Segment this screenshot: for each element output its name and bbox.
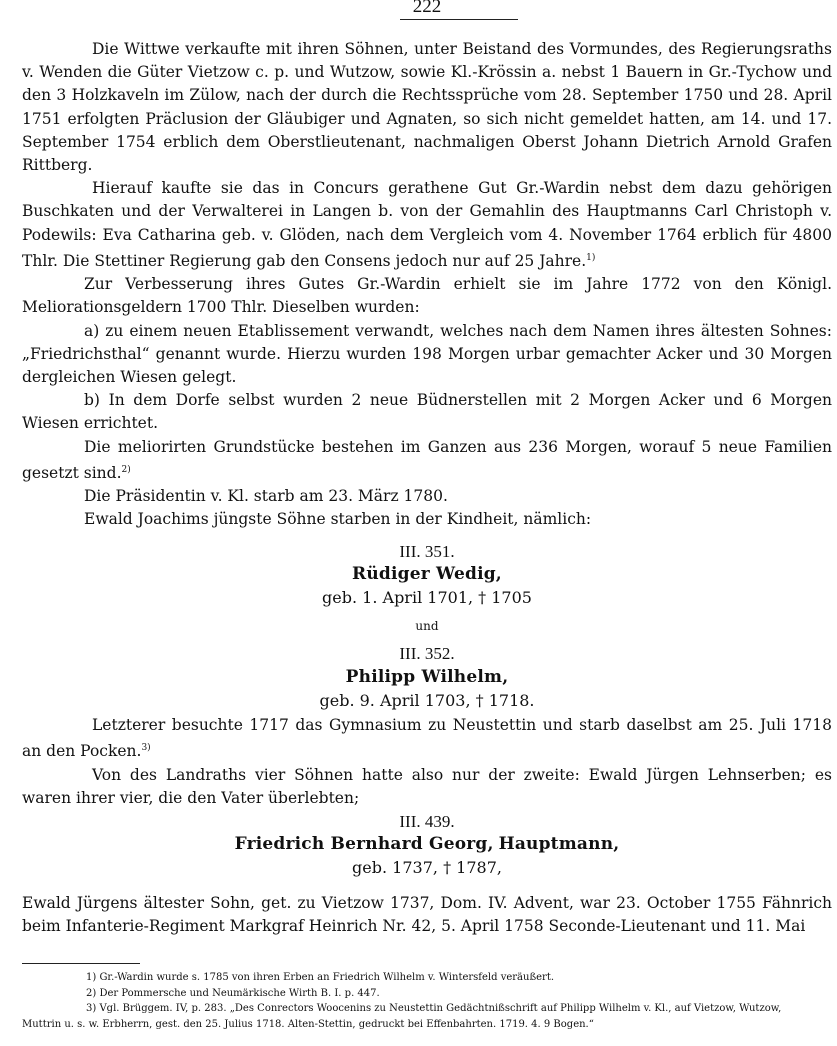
paragraph-text: Hierauf kaufte sie das in Concurs gerathene Gut Gr.-Wardin nebst dem dazu gehörigen Buschkaten und der Verwalterei in Langen b. von der Gemahlin des Hauptmanns Carl Christoph v. Podewils: Eva Catharina geb. v. Glöden, nach dem Vergleich vom 4. November 1764 erblich für 4800 Thlr. Die Stettiner Regierung gab den Consens jedoch nur auf 25 Jahre. <box>22 179 832 270</box>
footnote-ref: 3) <box>141 743 151 754</box>
paragraph-death-president <box>22 485 832 508</box>
footnote-ref: 2) <box>121 464 131 475</box>
paragraph-text: Ewald Joachims jüngste Söhne starben in der Kindheit, nämlich: <box>84 510 592 529</box>
header-rule <box>400 19 518 20</box>
paragraph-text: Die meliorirten Grundstücke bestehen im Ganzen aus 236 Morgen, worauf 5 neue Familien gesetzt sind. <box>22 437 832 482</box>
entry-dates-352: geb. 9. April 1703, † 1718. <box>319 690 535 710</box>
entry-number-352: III. 352. <box>399 644 455 664</box>
paragraph-item-a <box>22 320 832 390</box>
paragraph-text: Von des Landraths vier Söhnen hatte also nur der zweite: Ewald Jürgen Lehnserben; es waren ihrer vier, die den Vater überlebten; <box>22 765 832 807</box>
paragraph-text: Zur Verbesserung ihres Gutes Gr.-Wardin erhielt sie im Jahre 1772 von den Königl. Meliorationsgeldern 1700 Thlr. Dieselben wurden: <box>22 275 832 317</box>
entry-title-439: Hauptmann, <box>498 834 620 855</box>
paragraph-text: Ewald Jürgens ältester Sohn, get. zu Vietzow 1737, Dom. IV. Advent, war 23. October 1755 Fähnrich beim Infanterie-Regiment Markgraf Heinrich Nr. 42, 5. April 1758 Seconde-Lieutenant und 11. Mai <box>22 893 832 935</box>
entry-dates-351: geb. 1. April 1701, † 1705 <box>322 587 532 607</box>
document-page <box>22 0 832 1046</box>
entry-dates-439: geb. 1737, † 1787, <box>352 858 502 878</box>
footnote-ref: 1) <box>586 252 596 263</box>
conjunction-und: und <box>415 619 439 634</box>
footnote-rule <box>22 963 140 964</box>
paragraph-gymnasium <box>22 714 832 764</box>
footnote-3: 3) Vgl. Brüggem. IV, p. 283. „Des Conrectors Woocenins zu Neustettin Gedächtnißschrift auf Philipp Wilhelm v. Kl., auf Vietzow, Wutzow, <box>86 1003 782 1014</box>
entry-name-351: Rüdiger Wedig, <box>352 563 502 584</box>
paragraph-meliorated-land <box>22 436 832 486</box>
paragraph-purchase-wardin <box>22 177 832 273</box>
entry-number-439: III. 439. <box>399 811 455 831</box>
page-number: 222 <box>412 0 442 17</box>
entry-name-439: Friedrich Bernhard Georg, <box>234 834 494 855</box>
entry-heading-439 <box>22 833 832 856</box>
footnotes <box>22 970 832 1032</box>
paragraph-melioration <box>22 273 832 319</box>
paragraph-youngest-sons <box>22 508 832 531</box>
paragraph-text: a) zu einem neuen Etablissement verwandt, welches nach dem Namen ihres ältesten Sohnes: „Friedrichsthal“ genannt wurde. Hierzu wurden 198 Morgen urbar gemachter Acker und 30 Morgen dergleichen Wiesen gelegt. <box>22 321 832 386</box>
paragraph-text: Die Wittwe verkaufte mit ihren Söhnen, unter Beistand des Vormundes, des Regierungsraths v. Wenden die Güter Vietzow c. p. und Wutzow, sowie Kl.-Krössin a. nebst 1 Bauern in Gr.-Tychow und den 3 Holzkaveln im Zülow, nach der durch die Rechtssprüche vom 28. September 1750 und 28. April 1751 erfolgten Präclusion der Gläubiger und Agnaten, so sich nicht gemeldet hatten, am 14. und 17. September 1754 erblich dem Oberstlieutenant, nachmaligen Oberst Johann Dietrich Arnold Grafen Rittberg. <box>22 40 832 175</box>
paragraph-text: Letzterer besuchte 1717 das Gymnasium zu Neustettin und starb daselbst am 25. Juli 1718 an den Pocken. <box>22 716 832 761</box>
entry-number-351: III. 351. <box>399 541 455 561</box>
paragraph-landrath-sons <box>22 764 832 810</box>
footnote-2: 2) Der Pommersche und Neumärkische Wirth B. I. p. 447. <box>86 987 380 999</box>
footnote-3-continued: Muttrin u. s. w. Erbherrn, gest. den 25. Julius 1718. Alten-Stettin, gedruckt bei Effenbahrten. 1719. 4. 9 Bogen.“ <box>22 1018 594 1030</box>
footnote-1: 1) Gr.-Wardin wurde s. 1785 von ihren Erben an Friedrich Wilhelm v. Wintersfeld veräußert. <box>86 972 555 983</box>
paragraph-item-b <box>22 389 832 435</box>
entry-name-352: Philipp Wilhelm, <box>345 666 509 687</box>
paragraph-sale-of-estates <box>22 38 832 177</box>
paragraph-text: b) In dem Dorfe selbst wurden 2 neue Büdnerstellen mit 2 Morgen Acker und 6 Morgen Wiesen errichtet. <box>22 391 832 433</box>
paragraph-text: Die Präsidentin v. Kl. starb am 23. März 1780. <box>84 487 448 506</box>
body-text <box>22 38 832 938</box>
paragraph-eldest-son <box>22 892 832 938</box>
